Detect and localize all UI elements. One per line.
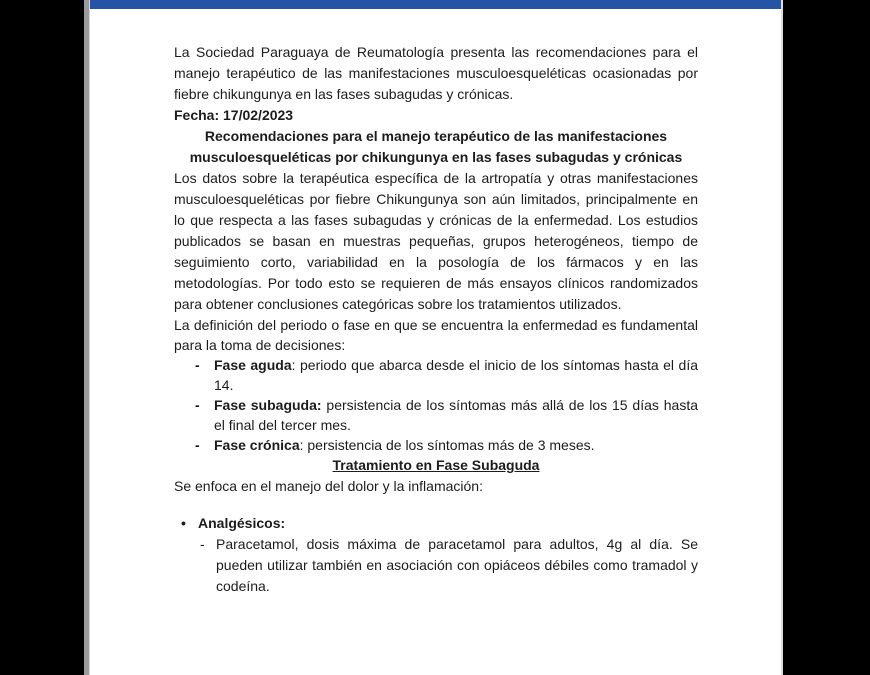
phase-term: Fase crónica bbox=[214, 437, 300, 453]
date-line: Fecha: 17/02/2023 bbox=[174, 107, 294, 123]
phase-description: : persistencia de los síntomas más de 3 meses. bbox=[299, 437, 595, 453]
main-title: Recomendaciones para el manejo terapéutico de las manifestaciones musculoesqueléticas por chikungunya en las fases subagudas y crónicas bbox=[189, 128, 683, 165]
round-bullet-icon: • bbox=[181, 515, 186, 531]
document-content bbox=[90, 9, 781, 597]
phase-term: Fase aguda bbox=[214, 357, 292, 373]
phase-description: persistencia de los síntomas más allá de los 15 días hasta el final del tercer mes. bbox=[214, 397, 698, 433]
list-item-paracetamol bbox=[174, 534, 698, 597]
treatment-category: Analgésicos: bbox=[198, 515, 286, 531]
phase-description: : periodo que abarca desde el inicio de los síntomas hasta el día 14. bbox=[214, 357, 698, 393]
phase-term: Fase subaguda: bbox=[214, 397, 322, 413]
list-item-fase-aguda bbox=[174, 355, 698, 395]
document-page bbox=[90, 0, 783, 675]
dash-bullet-icon: - bbox=[195, 357, 200, 373]
header-accent-bar bbox=[90, 0, 781, 9]
focus-paragraph: Se enfoca en el manejo del dolor y la inflamación: bbox=[174, 478, 483, 494]
list-item-analgesicos bbox=[174, 513, 698, 534]
phase-definition-list bbox=[174, 355, 698, 455]
treatment-list bbox=[174, 513, 698, 597]
section-heading-text: Tratamiento en Fase Subaguda bbox=[332, 457, 540, 473]
intro-paragraph: La Sociedad Paraguaya de Reumatología presenta las recomendaciones para el manejo terapéutico de las manifestaciones musculoesqueléticas ocasionadas por fiebre chikungunya en las fases subagudas y crónicas. bbox=[174, 44, 698, 102]
treatment-description: Paracetamol, dosis máxima de paracetamol para adultos, 4g al día. Se pueden utilizar también en asociación con opiáceos débiles como tramadol y codeína. bbox=[216, 536, 698, 594]
list-item-fase-cronica bbox=[174, 435, 698, 455]
dash-bullet-icon: - bbox=[195, 437, 200, 453]
section-heading bbox=[174, 455, 698, 476]
phases-intro-paragraph: La definición del periodo o fase en que se encuentra la enfermedad es fundamental para la toma de decisiones: bbox=[174, 317, 698, 353]
list-item-fase-subaguda bbox=[174, 395, 698, 435]
dash-bullet-icon: - bbox=[200, 536, 205, 552]
limitations-paragraph: Los datos sobre la terapéutica específica de la artropatía y otras manifestaciones musculoesqueléticas por fiebre Chikungunya son aún limitados, principalmente en lo que respecta a las fases subagudas y crónicas de la enfermedad. Los estudios publicados se basan en muestras pequeñas, grupos heterogéneos, tiempo de seguimiento corto, variabilidad en la posología de los fármacos y en las metodologías. Por todo esto se requieren de más ensayos clínicos randomizados para obtener conclusiones categóricas sobre los tratamientos utilizados. bbox=[174, 170, 698, 312]
dash-bullet-icon: - bbox=[195, 397, 200, 413]
